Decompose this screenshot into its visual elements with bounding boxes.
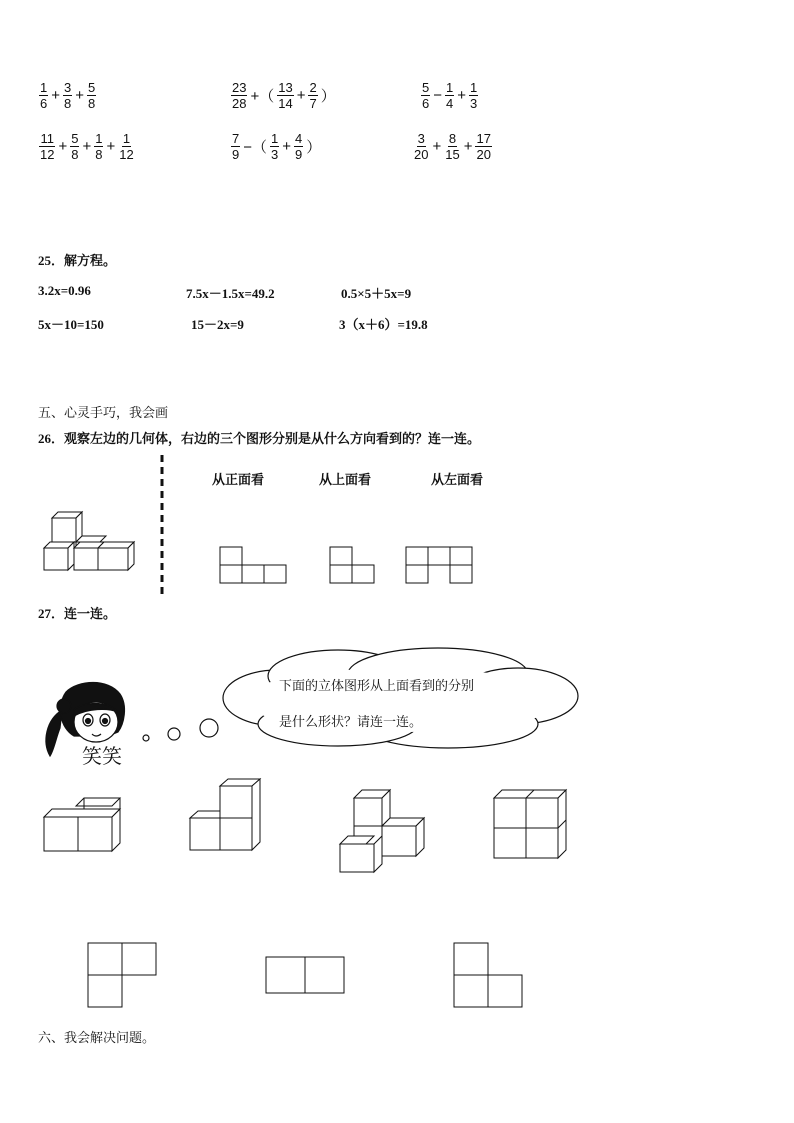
q27-solid-4 (490, 786, 570, 861)
q27-top-view-1 (87, 941, 159, 1011)
fraction-expression-r2-2: $\frac{7}{9}$ −（ $\frac{1}{3}$ + $\frac{4}{9}$ ） (232, 131, 322, 162)
equation-2: 7.5x－1.5x=49.2 (186, 286, 275, 301)
view-grid-2 (329, 546, 379, 586)
label-top-view: 从上面看 (319, 473, 372, 488)
bubble-text-line1: 下面的立体图形从上面看到的分别 (279, 679, 475, 694)
q26-title: 26．观察左边的几何体，右边的三个图形分别是从什么方向看到的？连一连。 (38, 431, 481, 446)
q27-top-view-2 (265, 955, 347, 995)
fraction-expression-r1-3: $\frac{5}{6}$ − $\frac{1}{4}$ + $\frac{1}{3}$ (422, 80, 478, 111)
equation-6: 3（x＋6）=19.8 (339, 317, 428, 332)
fraction-expression-r2-1: $\frac{11}{12}$ + $\frac{5}{8}$ + $\frac{1}{8}$ + $\frac{1}{12}$ (40, 131, 134, 162)
view-grid-3 (405, 546, 475, 586)
section6-title: 六、我会解决问题。 (38, 1031, 156, 1046)
fraction-expression-r1-1: $\frac{1}{6}$ + $\frac{3}{8}$ + $\frac{5}{8}$ (40, 80, 96, 111)
equation-5: 15－2x=9 (191, 317, 244, 332)
q27-solid-1 (40, 793, 130, 863)
q27-solid-3 (338, 786, 438, 876)
equation-4: 5x－10=150 (38, 317, 104, 332)
equation-3: 0.5×5＋5x=9 (341, 286, 412, 301)
q27-solid-2 (186, 776, 266, 856)
fraction-expression-r1-2: $\frac{23}{28}$ +（ $\frac{13}{14}$ + $\frac{2}{7}$ ） (232, 80, 336, 111)
character-name: 笑笑 (82, 744, 122, 768)
q27-top-view-3 (452, 941, 524, 1011)
view-grid-1 (219, 546, 289, 586)
bubble-text-line2: 是什么形状？请连一连。 (279, 715, 423, 730)
thought-bubble (218, 646, 588, 756)
label-front-view: 从正面看 (212, 473, 265, 488)
section5-title: 五、心灵手巧，我会画 (38, 406, 169, 421)
label-left-view: 从左面看 (431, 473, 484, 488)
equation-1: 3.2x=0.96 (38, 283, 91, 298)
q25-title: 25．解方程。 (38, 253, 117, 268)
dashed-divider (160, 455, 164, 595)
fraction-expression-r2-3: $\frac{3}{20}$ + $\frac{8}{15}$ + $\frac{17}{20}$ (414, 131, 491, 162)
q26-solid-figure (42, 510, 152, 580)
q27-title: 27．连一连。 (38, 606, 117, 621)
thought-dots (140, 716, 220, 746)
